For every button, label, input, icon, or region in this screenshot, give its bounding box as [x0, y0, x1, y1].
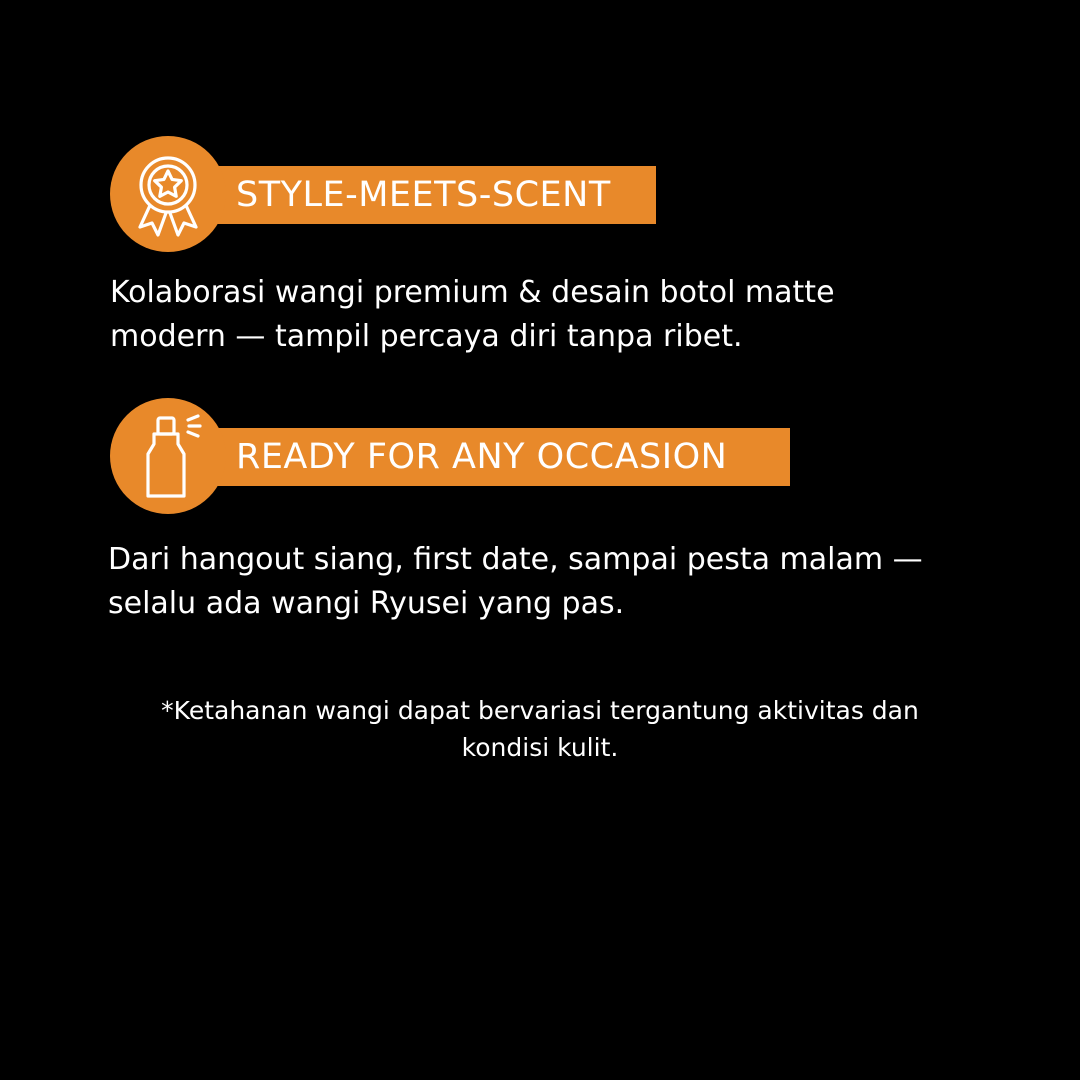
heading-title: READY FOR ANY OCCASION	[236, 436, 728, 477]
footnote-line: *Ketahanan wangi dapat bervariasi tergantung aktivitas dan	[161, 696, 919, 725]
heading-title: STYLE-MEETS-SCENT	[236, 174, 611, 215]
feature-heading-style-meets-scent	[110, 136, 660, 252]
heading-banner	[168, 166, 656, 224]
description-line: Dari hangout siang, first date, sampai pesta malam —	[108, 542, 923, 577]
feature-description	[110, 271, 835, 359]
feature-description	[108, 538, 923, 626]
award-ribbon-icon-badge	[110, 136, 226, 252]
feature-heading-ready-for-any-occasion	[110, 398, 800, 514]
description-line: modern — tampil percaya diri tanpa ribet.	[110, 319, 743, 354]
disclaimer-footnote	[0, 692, 1080, 766]
spray-bottle-icon	[128, 408, 208, 504]
award-ribbon-icon	[128, 149, 208, 239]
heading-banner	[168, 428, 790, 486]
description-line: selalu ada wangi Ryusei yang pas.	[108, 586, 625, 621]
footnote-line: kondisi kulit.	[461, 733, 619, 762]
spray-bottle-icon-badge	[110, 398, 226, 514]
description-line: Kolaborasi wangi premium & desain botol matte	[110, 275, 835, 310]
